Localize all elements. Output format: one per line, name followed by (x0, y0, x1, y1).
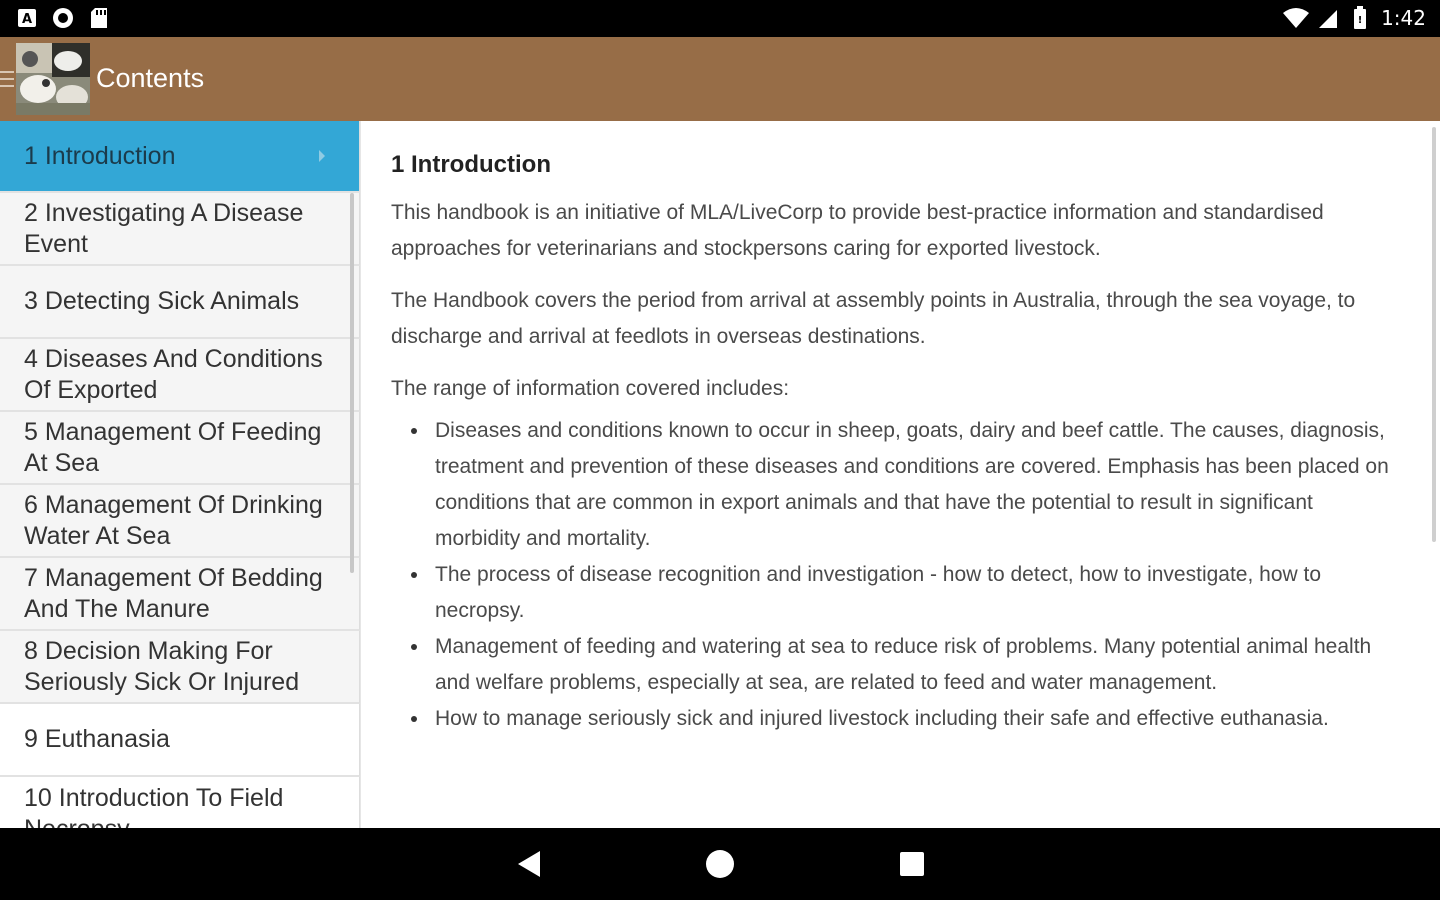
signal-icon (1317, 7, 1339, 29)
content-scrollbar[interactable] (1432, 127, 1436, 542)
app-bar (0, 37, 1440, 121)
recent-apps-icon[interactable] (900, 852, 924, 876)
status-time: 1:42 (1381, 6, 1426, 30)
toc-item-label: 6 Management Of Drinking Water At Sea (24, 490, 323, 550)
toc-item-investigating-disease-event[interactable] (0, 193, 360, 266)
navigation-bar (0, 828, 1440, 900)
list-item: How to manage seriously sick and injured livestock including their safe and effective euthanasia. (435, 701, 1403, 737)
toc-item-label: 1 Introduction (24, 141, 176, 170)
toc-item-detecting-sick-animals[interactable] (0, 266, 360, 339)
svg-text:!: ! (1357, 15, 1363, 26)
paragraph-intro: This handbook is an initiative of MLA/LiveCorp to provide best-practice information and standardised approaches for veterinarians and stockpersons caring for exported livestock. (391, 201, 1324, 260)
list-item: Management of feeding and watering at sea to reduce risk of problems. Many potential animal health and welfare problems, especially at sea, are related to feed and water management. (435, 629, 1403, 701)
toc-item-diseases-conditions[interactable] (0, 339, 360, 412)
drawer-menu-icon[interactable] (0, 71, 14, 92)
a-icon (16, 7, 38, 29)
record-icon (52, 7, 74, 29)
info-list (391, 413, 1403, 737)
toc-item-label: 7 Management Of Bedding And The Manure (24, 563, 323, 623)
toc-item-label: 4 Diseases And Conditions Of Exported (24, 344, 323, 404)
toc-item-label: 10 Introduction To Field (24, 784, 284, 812)
back-icon[interactable] (518, 851, 540, 877)
toc-sidebar (0, 121, 360, 828)
content-pane (360, 121, 1440, 828)
toc-item-feeding-at-sea[interactable] (0, 412, 360, 485)
wifi-icon (1285, 7, 1307, 29)
content-body (391, 149, 1403, 737)
toc-item-label: 8 Decision Making For Seriously Sick Or Injured (24, 636, 300, 696)
status-bar (0, 0, 1440, 37)
list-item: The process of disease recognition and investigation - how to detect, how to investigate, how to necropsy. (435, 557, 1403, 629)
chevron-right-icon (319, 150, 325, 162)
app-title: Contents (96, 63, 205, 93)
toc-item-label: 9 Euthanasia (24, 725, 170, 753)
paragraph-range: The range of information covered includes: (391, 377, 790, 400)
toc-item-label: 2 Investigating A Disease Event (24, 198, 304, 258)
status-left-icons (16, 7, 110, 29)
toc-item-introduction[interactable] (0, 121, 360, 193)
home-icon[interactable] (706, 850, 734, 878)
paragraph-coverage: The Handbook covers the period from arrival at assembly points in Australia, through the sea voyage, to discharge and arrival at feedlots in overseas destinations. (391, 289, 1356, 348)
section-heading: 1 Introduction (391, 151, 551, 178)
toc-item-decision-making[interactable] (0, 631, 360, 704)
toc-item-euthanasia[interactable] (0, 704, 360, 777)
status-right-icons (1285, 6, 1426, 30)
toc-item-bedding-manure[interactable] (0, 558, 360, 631)
list-item: Diseases and conditions known to occur in sheep, goats, dairy and beef cattle. The causes, diagnosis, treatment and prevention of these diseases and conditions are covered. Emphasis has been placed on conditions that are common in export animals and that have the potential to result in significant morbidity and mortality. (435, 413, 1403, 557)
app-logo[interactable] (16, 43, 90, 115)
toc-item-label: 5 Management Of Feeding At Sea (24, 417, 322, 477)
battery-icon (1349, 7, 1371, 29)
toc-item-label: 3 Detecting Sick Animals (24, 287, 300, 315)
toc-item-drinking-water-at-sea[interactable] (0, 485, 360, 558)
sd-card-icon (88, 7, 110, 29)
svg-text:A: A (21, 12, 33, 27)
sidebar-scrollbar[interactable] (350, 193, 354, 573)
